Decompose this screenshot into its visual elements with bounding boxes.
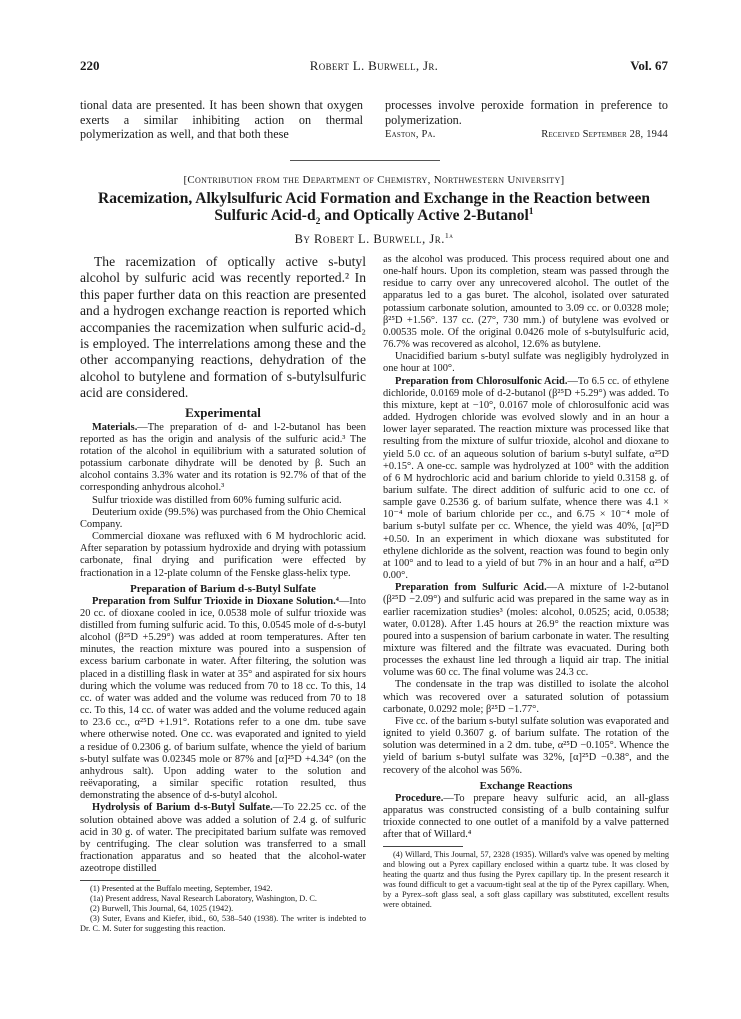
barium-heading: Preparation of Barium d-s-Butyl Sulfate bbox=[130, 582, 316, 595]
materials-text: —The preparation of d- and l-2-butanol has been reported as has the origin and analysis of the sulfuric acid.³ The rotation of the alcohol in equilibrium with a saturated solution of potassium carbonate dihydrate will be denoted by β. Such an alcohol contains 3.3% water and its rotation is 92.7% of that of the corresponding anhydrous alcohol.³ bbox=[80, 421, 366, 494]
footnote-1: (1) Presented at the Buffalo meeting, September, 1942. bbox=[90, 884, 273, 894]
hydrolysis-text: —To 22.25 cc. of the solution obtained above was added a solution of 2.4 g. of sulfuric acid in 30 g. of water. The precipitated barium sulfate was removed by centrifuging. The clear solution was transferred to a small fractionation apparatus and so heated that the alcohol-water azeotrope distilled bbox=[80, 802, 366, 875]
procedure-lead: Procedure. bbox=[395, 792, 444, 804]
footnote-4: (4) Willard, This Journal, 57, 2328 (1935). Willard's valve was opened by melting and blowing out a Pyrex capillary enclosed within a quartz tube. It was closed by heating the quartz and thus fusing the Pyrex capillary tip. In the present research it was found difficult to get a vacuum-tight seal at the tip of the Pyrex capillary. When, by a Pyrex–soft glass seal, a soft glass capillary was substituted, excellent results were obtained. bbox=[383, 850, 669, 910]
hydrolysis-lead: Hydrolysis of Barium d-s-Butyl Sulfate. bbox=[92, 802, 273, 814]
sulfur-trioxide-prep-paragraph bbox=[80, 596, 366, 803]
sulfur-trioxide-prep-text: —Into 20 cc. of dioxane cooled in ice, 0.0538 mole of sulfur trioxide was distilled from fuming sulfuric acid. To this, 0.0545 mole of d-s-butyl alcohol (β²⁵D +5.29°) was added at room temperatures. After ten minutes, the reaction mixture was poured into a suspension of excess barium carbonate in water. After filtering, the solution was placed in a distilling flask in water at 35° and aspirated for six hours during which the volume was reduced from 70 to 18 cc. To this, 14 cc. of water was added and the volume was reduced from 70 to 18 cc. To this, 14 cc. of water was added and the volume reduced again to 23.6 cc., α²⁵D +1.91°. Rotations refer to a one dm. tube save where otherwise noted. One cc. was evaporated and ignited to yield a residue of 0.2306 g. of barium sulfate, whence the yield of barium s-butyl sulfate was 0.02345 mole or 87% and [α]²⁵D +4.34° (on the anhydrous salt). Upon adding water to the solution and reëvaporating, a similar specific rotation resulted, thus demonstrating the absence of d-s-butyl alcohol. bbox=[80, 595, 366, 802]
left-column bbox=[80, 254, 366, 934]
continued-paragraph: as the alcohol was produced. This process required about one and one-half hours. Upon its completion, steam was passed through the residue to carry over any unrecovered alcohol. The outlet of the apparatus led to a gas buret. The alcohol, isolated over saturated potassium carbonate solution, amounted to 3.09 cc. or 0.0328 mole; β²⁵D +1.56°. 137 cc. (27°, 730 mm.) of butylene was evolved or 0.00535 mole. Of the original 0.0426 mole of s-butylsulfuric acid, 76.7% was recovered as alcohol, 12.6% as butylene. bbox=[383, 254, 669, 351]
right-column bbox=[383, 254, 669, 910]
hydrolysis-paragraph bbox=[80, 802, 366, 875]
title-footnote-mark: 1 bbox=[528, 205, 534, 217]
title-line-1: Racemization, Alkylsulfuric Acid Formation and Exchange in the Reaction between bbox=[98, 190, 650, 207]
title-line-2-end: and Optically Active 2-Butanol bbox=[320, 207, 529, 224]
footnote-2: (2) Burwell, This Journal, 64, 1025 (1942). bbox=[90, 904, 234, 914]
procedure-paragraph bbox=[383, 793, 669, 842]
previous-article-signature bbox=[385, 128, 668, 143]
title-line-2-start: Sulfuric Acid-d bbox=[214, 207, 316, 224]
procedure-text: —To prepare heavy sulfuric acid, an all-glass apparatus was constructed consisting of a bulb containing sulfur trioxide connected to one outlet of a manifold by a valve patterned after that of Willard.⁴ bbox=[383, 792, 669, 841]
author-footnote-mark: 1a bbox=[444, 230, 454, 240]
title-line-2 bbox=[80, 207, 668, 230]
article-title bbox=[80, 190, 668, 230]
volume-label: Vol. 67 bbox=[630, 58, 668, 73]
chlorosulfonic-paragraph bbox=[383, 376, 669, 583]
footnote-rule bbox=[80, 880, 160, 881]
running-header bbox=[80, 58, 668, 74]
author-line bbox=[80, 232, 668, 247]
page-number: 220 bbox=[80, 58, 100, 73]
title-subscript: 2 bbox=[315, 216, 321, 228]
previous-article-right-text: processes involve peroxide formation in preference to polymerization. bbox=[385, 98, 668, 127]
materials-paragraph bbox=[80, 422, 366, 495]
sulfur-trioxide-prep-lead: Preparation from Sulfur Trioxide in Dioxane Solution.⁴ bbox=[92, 595, 339, 607]
exchange-heading: Exchange Reactions bbox=[479, 779, 573, 792]
condensate-paragraph: The condensate in the trap was distilled to isolate the alcohol which was recovered over a saturated solution of potassium carbonate, 0.0292 mole; β²⁵D −1.77°. bbox=[383, 679, 669, 715]
footnote-3: (3) Suter, Evans and Kiefer, ibid., 60, 538–540 (1938). The writer is indebted to Dr. C. M. Suter for suggesting this reaction. bbox=[80, 914, 366, 934]
materials-lead: Materials. bbox=[92, 421, 138, 433]
chlorosulfonic-lead: Preparation from Chlorosulfonic Acid. bbox=[395, 375, 568, 387]
unacidified-paragraph: Unacidified barium s-butyl sulfate was negligibly hydrolyzed in one hour at 100°. bbox=[383, 351, 669, 375]
five-cc-paragraph: Five cc. of the barium s-butyl sulfate solution was evaporated and ignited to yield 0.3607 g. of barium sulfate. The rotation of the solution was determined in a 2 dm. tube, α²⁵D −0.105°. Whence the yield of barium s-butyl sulfate was 32%, [α]²⁵D −0.38°, and the recovery of the alcohol was 56%. bbox=[383, 715, 669, 776]
location-line: Easton, Pa. bbox=[385, 129, 436, 140]
running-head-author: Robert L. Burwell, Jr. bbox=[309, 58, 439, 73]
section-divider bbox=[290, 160, 440, 161]
previous-article-tail bbox=[80, 98, 668, 158]
footnote-1a: (1a) Present address, Naval Research Laboratory, Washington, D. C. bbox=[90, 894, 317, 904]
chlorosulfonic-text: —To 6.5 cc. of ethylene dichloride, 0.0169 mole of d-2-butanol (β²⁵D +5.29°) was added. To this mixture, kept at −10°, 0.0167 mole of chlorosulfonic acid was added. Hydrogen chloride was evolved slowly and in an hour a lower layer separated. The reaction mixture was processed like that resulting from the mixture of sulfur trioxide, alcohol and dioxane to yield 5.0 cc. of an aqueous solution of barium s-butyl sulfate, α²⁵D +0.15°. A one-cc. sample was hydrolyzed at 100° with the addition of 6 M hydrochloric acid and barium chloride to yield 0.3158 g. of barium sulfate. The direct addition of sulfuric acid to one cc. of sample gave 0.2536 g. of barium sulfate, whence there was 4.1 × 10⁻⁴ mole of barium chloride per cc., and 6.75 × 10⁻⁴ mole of barium s-butyl sulfate per cc. Whence, the yield was 40%, [α]²⁵D +0.50. In an experiment in which dioxane was substituted for ethylene dichloride as the solvent, reaction was found to begin only at 100° and to lead to a yield of but 7% in an hour and a half, α²⁵D 0.00°. bbox=[383, 375, 669, 582]
abstract: The racemization of optically active s-butyl alcohol by sulfuric acid was recently reported.² In this paper further data on this reaction are presented and a hydrogen exchange reaction is reported which accompanies the racemization when sulfuric acid-d₂ is employed. The interrelations among these and the other accompanying reactions, dehydration of the alcohol to butylene and formation of s-butylsulfuric acid are considered. bbox=[80, 254, 366, 401]
sulfuric-acid-text: —A mixture of l-2-butanol (β²⁵D −2.09°) and sulfuric acid was prepared in the same way as in earlier racemization studies³ (moles: alcohol, 0.0525; acid, 0.0538; water, 0.0128). After 1.45 hours at 26.9° the reaction mixture was poured into a suspension of barium carbonate in water. The resulting mixture was filtered and the filtrate was evacuated. During both processes the exhaust line led through a liquid air trap. The initial volume was 60 cc. The final volume was 24.3 cc. bbox=[383, 582, 669, 679]
sulfuric-acid-paragraph bbox=[383, 582, 669, 679]
experimental-heading: Experimental bbox=[185, 404, 261, 420]
previous-article-right bbox=[385, 98, 668, 143]
contribution-line: [Contribution from the Department of Chemistry, Northwestern University] bbox=[183, 174, 565, 186]
author-name: Robert L. Burwell, Jr. bbox=[314, 232, 445, 246]
deuterium-oxide-paragraph: Deuterium oxide (99.5%) was purchased from the Ohio Chemical Company. bbox=[80, 506, 366, 530]
previous-article-left-text: tional data are presented. It has been shown that oxygen exerts a similar inhibiting action on thermal polymerization as well, and that both these bbox=[80, 98, 363, 141]
received-date: Received September 28, 1944 bbox=[541, 129, 668, 140]
sulfur-trioxide-paragraph: Sulfur trioxide was distilled from 60% fuming sulfuric acid. bbox=[92, 494, 342, 506]
sulfuric-acid-lead: Preparation from Sulfuric Acid. bbox=[395, 582, 547, 594]
author-prefix: By bbox=[294, 232, 315, 246]
footnote-rule-right bbox=[383, 846, 463, 847]
dioxane-paragraph: Commercial dioxane was refluxed with 6 M hydrochloric acid. After separation by potassium hydroxide and drying with potassium carbonate, final drying and purification were effected by fractionation in a 12-plate column of the Fenske glass-helix type. bbox=[80, 531, 366, 579]
